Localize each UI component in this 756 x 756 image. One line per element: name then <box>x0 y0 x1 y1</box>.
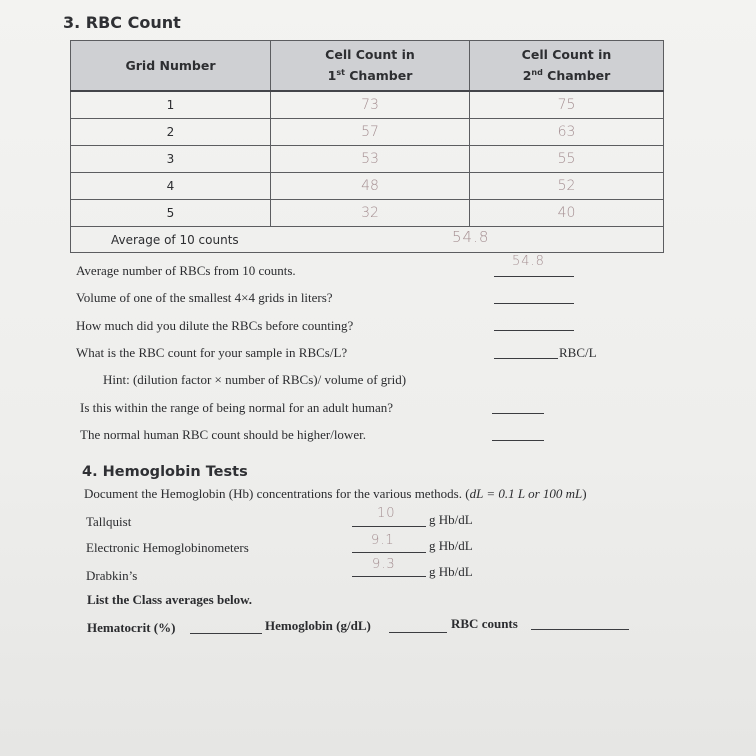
answer-line-volume <box>494 303 574 304</box>
answer-line-hemoglobin <box>389 632 447 633</box>
average-row <box>71 227 664 253</box>
chamber-2-count: 40 <box>470 200 664 227</box>
header-grid-number: Grid Number <box>71 41 271 92</box>
hint-text: Hint: (dilution factor × number of RBCs)/ volume of grid) <box>103 372 407 387</box>
answer-line-higher-lower <box>492 440 544 441</box>
grid-number-cell: 1 <box>71 91 271 119</box>
chamber-1-count: 57 <box>271 119 470 146</box>
header-chamber-2-sup: nd <box>531 67 543 77</box>
table-row <box>71 200 664 227</box>
value-drabkins: 9.3 <box>372 557 396 572</box>
chamber-2-count: 63 <box>470 119 664 146</box>
question-higher-lower: The normal human RBC count should be higher/lower. <box>80 427 366 442</box>
unit-tallquist: g Hb/dL <box>429 512 473 527</box>
table-header-row <box>71 41 664 92</box>
method-drabkins: Drabkin’s <box>86 568 138 583</box>
grid-number-cell: 3 <box>71 146 271 173</box>
grid-number-cell: 4 <box>71 173 271 200</box>
answer-line-normal-range <box>492 413 544 414</box>
chamber-1-count: 48 <box>271 173 470 200</box>
hemoglobin-intro <box>84 486 587 502</box>
method-tallquist: Tallquist <box>86 514 132 529</box>
intro-italic: dL = 0.1 L or 100 mL <box>469 486 583 501</box>
intro-main: Document the Hemoglobin (Hb) concentrations for the various methods. ( <box>84 486 470 501</box>
section-4-title: 4. Hemoglobin Tests <box>82 464 248 480</box>
question-grid-volume: Volume of one of the smallest 4×4 grids in liters? <box>76 290 333 305</box>
header-chamber-1-num: 1 <box>327 68 337 84</box>
question-rbc-count: What is the RBC count for your sample in RBCs/L? <box>76 345 348 360</box>
answer-line-hematocrit <box>190 633 262 634</box>
rbc-count-table <box>70 40 664 253</box>
header-chamber-2-line1: Cell Count in <box>521 46 612 62</box>
average-handwritten-value: 54.8 <box>452 228 490 246</box>
chamber-2-count: 52 <box>470 173 664 200</box>
unit-drabkins: g Hb/dL <box>429 564 473 579</box>
section-3-title: 3. RBC Count <box>63 13 181 32</box>
answer-line-electronic <box>352 552 426 553</box>
method-electronic: Electronic Hemoglobinometers <box>86 540 249 555</box>
average-empty-cell <box>470 227 664 253</box>
average-label: Average of 10 counts <box>71 227 470 253</box>
answer-line-average <box>494 276 574 277</box>
question-dilution: How much did you dilute the RBCs before counting? <box>76 318 354 333</box>
table-row <box>71 119 664 146</box>
rbc-count-unit: RBC/L <box>559 345 597 360</box>
answer-line-rbc-count <box>494 358 558 359</box>
hemoglobin-label: Hemoglobin (g/dL) <box>265 618 371 633</box>
header-chamber-1-rest: Chamber <box>344 68 413 84</box>
rbc-counts-label: RBC counts <box>451 616 518 631</box>
answer-line-dilution <box>494 330 574 331</box>
chamber-1-count: 53 <box>271 146 470 173</box>
question-normal-range: Is this within the range of being normal for an adult human? <box>80 400 394 415</box>
class-averages-title: List the Class averages below. <box>87 592 253 607</box>
answer-line-drabkins <box>352 576 426 577</box>
header-chamber-1 <box>271 41 470 92</box>
table-row <box>71 91 664 119</box>
value-tallquist: 10 <box>377 506 396 521</box>
grid-number-cell: 2 <box>71 119 271 146</box>
unit-electronic: g Hb/dL <box>429 538 473 553</box>
header-chamber-1-line1: Cell Count in <box>325 46 415 62</box>
chamber-1-count: 73 <box>271 91 470 119</box>
chamber-2-count: 75 <box>470 91 664 119</box>
answer-line-rbc-counts <box>531 629 629 630</box>
chamber-2-count: 55 <box>470 146 664 173</box>
table-row <box>71 146 664 173</box>
answer-line-tallquist <box>352 526 426 527</box>
header-chamber-2-rest: Chamber <box>542 68 611 84</box>
answer-average-rbc: 54.8 <box>512 254 545 269</box>
question-average-rbc: Average number of RBCs from 10 counts. <box>76 263 296 278</box>
table-row <box>71 173 664 200</box>
grid-number-cell: 5 <box>71 200 271 227</box>
intro-close: ) <box>582 486 587 501</box>
hematocrit-label: Hematocrit (%) <box>87 620 176 635</box>
header-chamber-1-sup: st <box>336 67 345 77</box>
value-electronic: 9.1 <box>371 533 395 548</box>
chamber-1-count: 32 <box>271 200 470 227</box>
header-chamber-2-num: 2 <box>522 68 532 84</box>
header-chamber-2 <box>470 41 664 92</box>
